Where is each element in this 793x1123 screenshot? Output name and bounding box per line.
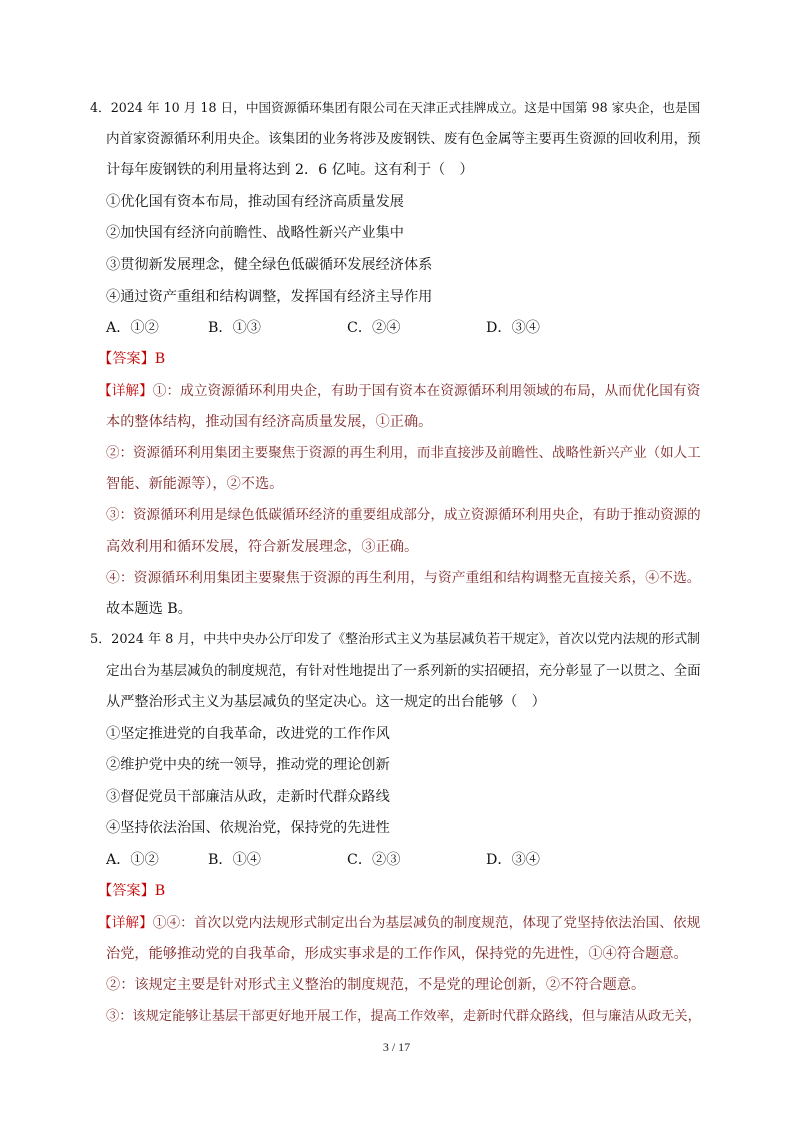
q4-conclusion: 故本题选 B。 (106, 601, 192, 617)
q4-stem-line-2: 内首家资源循环利用央企。该集团的业务将涉及废钢铁、废有色金属等主要再生资源的回收利用，预 (106, 131, 701, 147)
q4-statement-4: ④通过资产重组和结构调整，发挥国有经济主导作用 (106, 289, 433, 305)
q5-detail-line-3: ②：该规定主要是针对形式主义整治的制度规范，不是党的理论创新，②不符合题意。 (106, 977, 646, 993)
q4-option-b: B．①③ (208, 320, 261, 336)
q4-stem-line-3: 计每年废钢铁的利用量将达到 2．6 亿吨。这有利于（ ） (106, 162, 474, 178)
page-number: 3 / 17 (382, 1040, 411, 1054)
q5-statement-1: ①坚定推进党的自我革命，改进党的工作作风 (106, 726, 390, 742)
q4-detail-line-6: 高效利用和循环发展，符合新发展理念，③正确。 (106, 539, 419, 555)
q5-answer (98, 881, 165, 901)
q4-detail-label: 【详解】 (98, 383, 153, 399)
q5-detail-line-1: 【详解】①④：首次以党内法规形式制定出台为基层减负的制度规范，体现了党坚持依法治国、依规 (98, 915, 701, 931)
q4-option-d: D．③④ (486, 320, 540, 336)
q4-detail-line-3: ②：资源循环利用集团主要聚焦于资源的再生利用，而非直接涉及前瞻性、战略性新兴产业（如人工 (106, 445, 701, 461)
q4-answer (98, 349, 165, 369)
q4-statement-2: ②加快国有经济向前瞻性、战略性新兴产业集中 (106, 225, 404, 241)
q5-statement-4: ④坚持依法治国、依规治党，保持党的先进性 (106, 820, 390, 836)
q4-answer-value: B (154, 351, 166, 367)
q5-stem-line-1: 5．2024 年 8 月，中共中央办公厅印发了《整治形式主义为基层减负若干规定》，首次以党内法规的形式制 (90, 632, 701, 647)
q5-statement-3: ③督促党员干部廉洁从政，走新时代群众路线 (106, 789, 390, 805)
q5-option-d: D．③④ (486, 852, 540, 868)
q4-detail-line-5: ③：资源循环利用是绿色低碳循环经济的重要组成部分，成立资源循环利用央企，有助于推动资源的 (106, 507, 701, 523)
q4-statement-1: ①优化国有资本布局，推动国有经济高质量发展 (106, 194, 404, 210)
q4-detail-line-4: 智能、新能源等），②不选。 (106, 476, 284, 492)
q4-option-a: A．①② (106, 320, 159, 336)
q5-stem-line-2: 定出台为基层减负的制度规范，有针对性地提出了一系列新的实招硬招，充分彰显了一以贯之、全面 (106, 663, 701, 679)
q4-detail-line-1: 【详解】①：成立资源循环利用央企，有助于国有资本在资源循环利用领域的布局，从而优化国有资 (98, 383, 701, 399)
q5-detail-line-2: 治党，能够推动党的自我革命，形成实事求是的工作作风，保持党的先进性，①④符合题意。 (106, 946, 688, 962)
q4-statement-3: ③贯彻新发展理念，健全绿色低碳循环发展经济体系 (106, 257, 433, 273)
q5-answer-label: 【答案】 (98, 883, 155, 899)
q5-statement-2: ②维护党中央的统一领导，推动党的理论创新 (106, 757, 390, 773)
q5-answer-value: B (154, 883, 166, 899)
q5-detail-line-4: ③：该规定能够让基层干部更好地开展工作，提高工作效率，走新时代群众路线，但与廉洁从政无关， (106, 1009, 701, 1024)
q5-detail-label: 【详解】 (98, 915, 153, 931)
q5-option-c: C．②③ (347, 852, 401, 868)
q5-option-a: A．①② (106, 852, 159, 868)
q4-detail-line-2: 本的整体结构，推动国有经济高质量发展，①正确。 (106, 414, 433, 430)
q4-answer-label: 【答案】 (98, 351, 155, 367)
q5-option-b: B．①④ (208, 852, 261, 868)
q4-stem-line-1: 4．2024 年 10 月 18 日，中国资源循环集团有限公司在天津正式挂牌成立。这是中国第 98 家央企，也是国 (90, 100, 701, 115)
q4-detail-line-7: ④：资源循环利用集团主要聚焦于资源的再生利用，与资产重组和结构调整无直接关系，④不选。 (106, 570, 701, 586)
q5-stem-line-3: 从严整治形式主义为基层减负的坚定决心。这一规定的出台能够（ ） (106, 694, 546, 710)
q4-option-c: C．②④ (347, 320, 401, 336)
